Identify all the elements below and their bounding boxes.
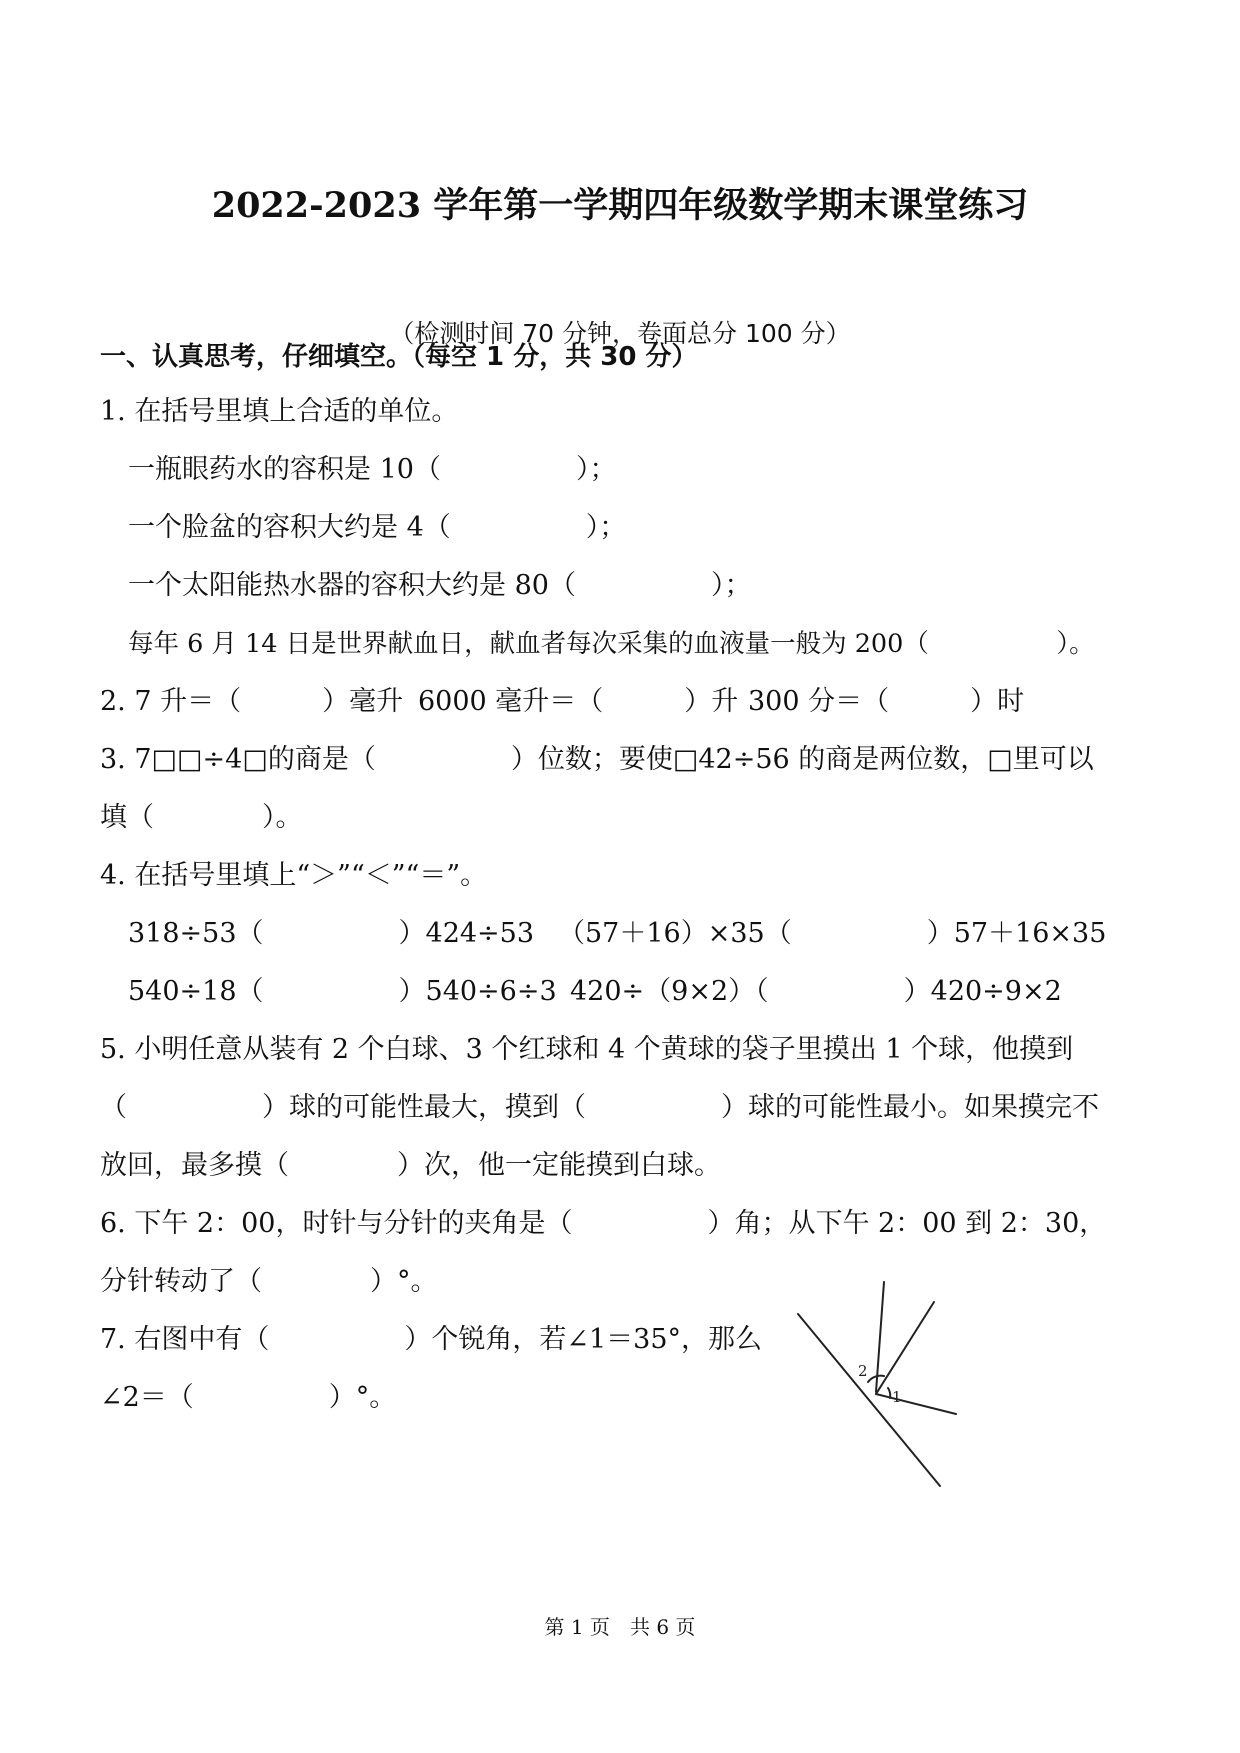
figure-line-slanted (876, 1302, 934, 1394)
angle-2-label: 2 (858, 1362, 868, 1380)
q3-line-1: 3. 7□□÷4□的商是（ ）位数；要使□42÷56 的商是两位数，□里可以 (100, 744, 1094, 775)
page-title: 2022-2023 学年第一学期四年级数学期末课堂练习 (211, 185, 1029, 226)
q4-row1-left: 318÷53（ ）424÷53 (128, 918, 535, 949)
figure-line-horizontal (876, 1394, 956, 1414)
q2-part-1: 2. 7 升＝（ ）毫升 (100, 686, 404, 717)
angle-diagram (790, 1270, 1030, 1490)
q4-prompt: 4. 在括号里填上“＞”“＜”“＝”。 (100, 860, 488, 891)
q4-row2-right: 420÷（9×2）（ ）420÷9×2 (570, 976, 1062, 1007)
q2-part-2: 6000 毫升＝（ ）升 (418, 686, 739, 717)
q5-line-1: 5. 小明任意从装有 2 个白球、3 个红球和 4 个黄球的袋子里摸出 1 个球，他摸到 (100, 1034, 1074, 1065)
q1-item-4: 每年 6 月 14 日是世界献血日，献血者每次采集的血液量一般为 200（ ）。 (128, 629, 1095, 659)
q1-item-1: 一瓶眼药水的容积是 10（ ）； (128, 454, 617, 485)
page-footer: 第 1 页 共 6 页 (544, 1615, 696, 1639)
q1-item-3: 一个太阳能热水器的容积大约是 80（ ）； (128, 570, 752, 601)
q4-row1-right: （57＋16）×35（ ）57＋16×35 (558, 918, 1107, 949)
figure-line-diagonal (798, 1314, 940, 1486)
q1-item-2: 一个脸盆的容积大约是 4（ ）； (128, 512, 627, 543)
q4-row2-left: 540÷18（ ）540÷6÷3 (128, 976, 557, 1007)
q5-line-2: （ ）球的可能性最大，摸到（ ）球的可能性最小。如果摸完不 (100, 1092, 1099, 1123)
q3-line-2: 填（ ）。 (100, 802, 303, 833)
q7-line-2: ∠2＝（ ）°。 (100, 1382, 397, 1413)
q7-line-1: 7. 右图中有（ ）个锐角，若∠1＝35°，那么 (100, 1324, 763, 1355)
q2-part-3: 300 分＝（ ）时 (748, 686, 1025, 717)
angle-1-label: 1 (892, 1388, 902, 1406)
q6-line-1: 6. 下午 2：00，时针与分针的夹角是（ ）角；从下午 2：00 到 2：30， (100, 1208, 1107, 1239)
q1-prompt: 1. 在括号里填上合适的单位。 (100, 396, 459, 427)
section-heading: 一、认真思考，仔细填空。（每空 1 分，共 30 分） (100, 342, 698, 372)
q5-line-3: 放回，最多摸（ ）次，他一定能摸到白球。 (100, 1150, 721, 1181)
q6-line-2: 分针转动了（ ）°。 (100, 1266, 438, 1297)
page-subtitle: （检测时间 70 分钟，卷面总分 100 分） (389, 319, 851, 348)
